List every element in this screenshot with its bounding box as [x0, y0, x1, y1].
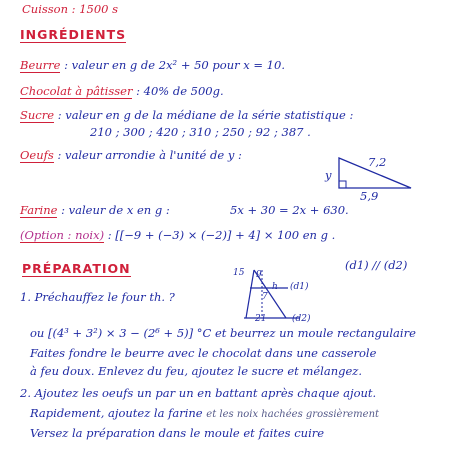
farine-equation: 5x + 30 = 2x + 630.: [230, 203, 349, 217]
step1-line-b: ou [(4³ + 3²) × 3 − (2⁶ + 5)] °C et beurrez un moule rectangulaire: [30, 326, 416, 340]
step2-line-b-extra: et les noix hachées grossièrement: [206, 409, 380, 420]
step2-line-b-main: Rapidement, ajoutez la farine: [30, 406, 203, 420]
sucre-text: : valeur en g de la médiane de la série statistique :: [57, 108, 354, 122]
triangle2-top-label: 15: [233, 268, 245, 278]
step2-line-a: 2. Ajoutez les oeufs un par un en battant après chaque ajout.: [20, 386, 377, 400]
option-text: : [[−9 + (−3) × (−2)] + 4] × 100 en g .: [107, 228, 336, 242]
farine-line: [20, 203, 170, 217]
oeufs-label: Oeufs: [20, 148, 54, 162]
option-label: (Option : noix): [20, 228, 105, 242]
step2-line-c: Versez la préparation dans le moule et faites cuire: [30, 426, 325, 440]
cuisson-line: Cuisson : 1500 s: [22, 2, 119, 16]
triangle2-d1-label: (d1): [290, 282, 309, 292]
chocolat-line: [20, 84, 224, 98]
triangle1-side-label: y: [325, 168, 332, 182]
sucre-label: Sucre: [20, 108, 55, 122]
sucre-series: 210 ; 300 ; 420 ; 310 ; 250 ; 92 ; 387 .: [90, 125, 311, 139]
step1-line-c: Faites fondre le beurre avec le chocolat dans une casserole: [30, 346, 377, 360]
farine-text: : valeur de x en g :: [61, 203, 170, 217]
triangle2-h-label: h: [272, 282, 278, 292]
triangle2-middle-label: 7: [262, 292, 268, 302]
triangle1-base-label: 5,9: [360, 189, 379, 203]
option-line: [20, 228, 335, 242]
step1-line-a: 1. Préchauffez le four th. ?: [20, 290, 175, 304]
triangle1-hyp-label: 7,2: [368, 155, 387, 169]
triangle2-inner-top-label: 9: [256, 270, 262, 280]
chocolat-text: : 40% de 500g.: [136, 84, 224, 98]
ingredients-heading: [20, 28, 126, 42]
parallel-note: (d1) // (d2): [345, 258, 408, 272]
triangle2-d2-label: (d2): [292, 314, 311, 324]
beurre-line: [20, 58, 285, 72]
oeufs-line: [20, 148, 242, 162]
ingredients-title: INGRÉDIENTS: [20, 27, 127, 42]
farine-label: Farine: [20, 203, 58, 217]
step1-line-d: à feu doux. Enlevez du feu, ajoutez le sucre et mélangez.: [30, 364, 362, 378]
oeufs-text: : valeur arrondie à l'unité de y :: [57, 148, 242, 162]
triangle2-bottom-label: 21: [255, 314, 267, 324]
beurre-text: : valeur en g de 2x² + 50 pour x = 10.: [64, 58, 285, 72]
chocolat-label: Chocolat à pâtisser: [20, 84, 133, 98]
preparation-heading: [22, 262, 131, 276]
step2-line-b: [30, 406, 379, 422]
preparation-title: PRÉPARATION: [22, 261, 131, 276]
beurre-label: Beurre: [20, 58, 61, 72]
sucre-line: [20, 108, 353, 122]
